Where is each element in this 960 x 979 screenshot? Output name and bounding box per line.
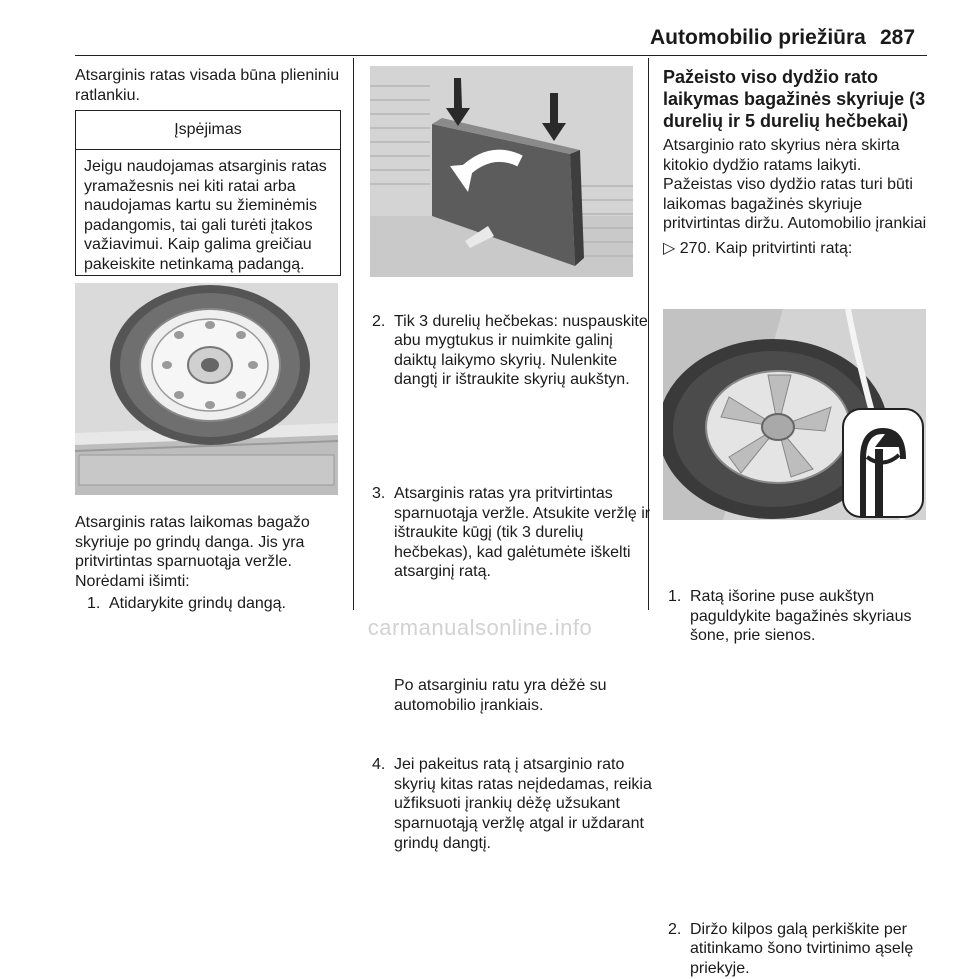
- step-text: Po atsarginiu ratu yra dėžė su automobilio įrankiais.: [394, 676, 607, 714]
- section-para-1: Atsarginio rato skyrius nėra skirta kitokio dydžio ratams laikyti.: [663, 137, 900, 174]
- column-divider-1: [353, 58, 354, 610]
- step-4: [372, 755, 656, 853]
- figure-caption: Atsarginis ratas laikomas bagažo skyriuje po grindų danga. Jis yra pritvirtintas sparnuotąja veržle.: [75, 514, 310, 571]
- intro-text: Atsarginis ratas visada būna plieniniu ratlankiu.: [75, 67, 340, 104]
- step-number: 4.: [372, 756, 386, 774]
- warning-box: [75, 110, 341, 276]
- step-text: Ratą išorine puse aukštyn paguldykite bagažinės skyriaus šone, prie sienos.: [690, 588, 912, 645]
- warning-title: Įspėjimas: [76, 111, 340, 150]
- step-text: Diržo kilpos galą perkiškite per atitinkamo šono tvirtinimo ąselę priekyje.: [690, 920, 914, 978]
- page-reference[interactable]: [663, 240, 706, 257]
- page-reference-number: 270: [679, 239, 707, 257]
- step-1: [87, 594, 364, 614]
- section-heading: Pažeisto viso dydžio rato laikymas bagažinės skyriuje (3 durelių ir 5 durelių hečbekai): [663, 67, 926, 131]
- section-para-2-text: Pažeistas viso dydžio ratas turi būti laikomas bagažinės skyriuje pritvirtintas diržu. Automobilio įrankiai: [663, 176, 931, 233]
- step-2: [372, 312, 656, 390]
- luggage-compartment-cover-illustration: [370, 66, 633, 277]
- tool-box-note: [372, 676, 656, 715]
- strap-wheel-figure: [663, 309, 926, 520]
- section-para-2-end: . Kaip pritvirtinti ratą:: [706, 239, 853, 257]
- cover-removal-figure: [370, 66, 633, 277]
- step-text: Atsarginis ratas yra pritvirtintas sparnuotąja veržle. Atsukite veržlę ir ištraukite kūgį (tik 3 durelių hečbekas), kad galėtumėte iškelti atsarginį ratą.: [394, 484, 651, 581]
- step-number: 2.: [372, 312, 386, 330]
- spare-wheel-illustration: [75, 283, 338, 495]
- step-text: Atidarykite grindų dangą.: [109, 595, 286, 612]
- step-3: [372, 484, 656, 582]
- step-text: Jei pakeitus ratą į atsarginio rato skyrių kitas ratas neįdedamas, reikia užfiksuoti įrankių dėžę užsukant sparnuotąją veržlę atgal ir uždarant grindų dangtį.: [394, 756, 652, 852]
- step-number: 2.: [668, 920, 682, 938]
- step-number: 1.: [668, 588, 682, 606]
- step-number: 1.: [87, 595, 101, 612]
- page-reference-arrow-icon-glyph: ▷: [663, 239, 676, 257]
- header-divider: [75, 55, 927, 56]
- warning-text: Jeigu naudojamas atsarginis ratas yramažesnis nei kiti ratai arba naudojamas kartu su žieminėmis padangomis, tai gali turėti įtakos važiavimui. Kaip galima greičiau pakeiskite netinkamą padangą.: [84, 158, 327, 273]
- remove-label: Norėdami išimti:: [75, 573, 190, 590]
- watermark: carmanualsonline.info: [367, 615, 593, 640]
- header-title: Automobilio priežiūra: [650, 26, 866, 49]
- step-number: 3.: [372, 484, 386, 502]
- strap-secured-wheel-illustration: [663, 309, 926, 520]
- page-number: 287: [880, 26, 916, 49]
- wheel-step-2: [668, 920, 948, 979]
- step-text: Tik 3 durelių hečbekas: nuspauskite abu mygtukus ir nuimkite galinį daiktų laikymo skyrių. Nulenkite dangtį ir ištraukite skyrių aukštyn.: [394, 312, 648, 389]
- section-para-2: [663, 175, 933, 258]
- spare-wheel-figure: [75, 283, 338, 495]
